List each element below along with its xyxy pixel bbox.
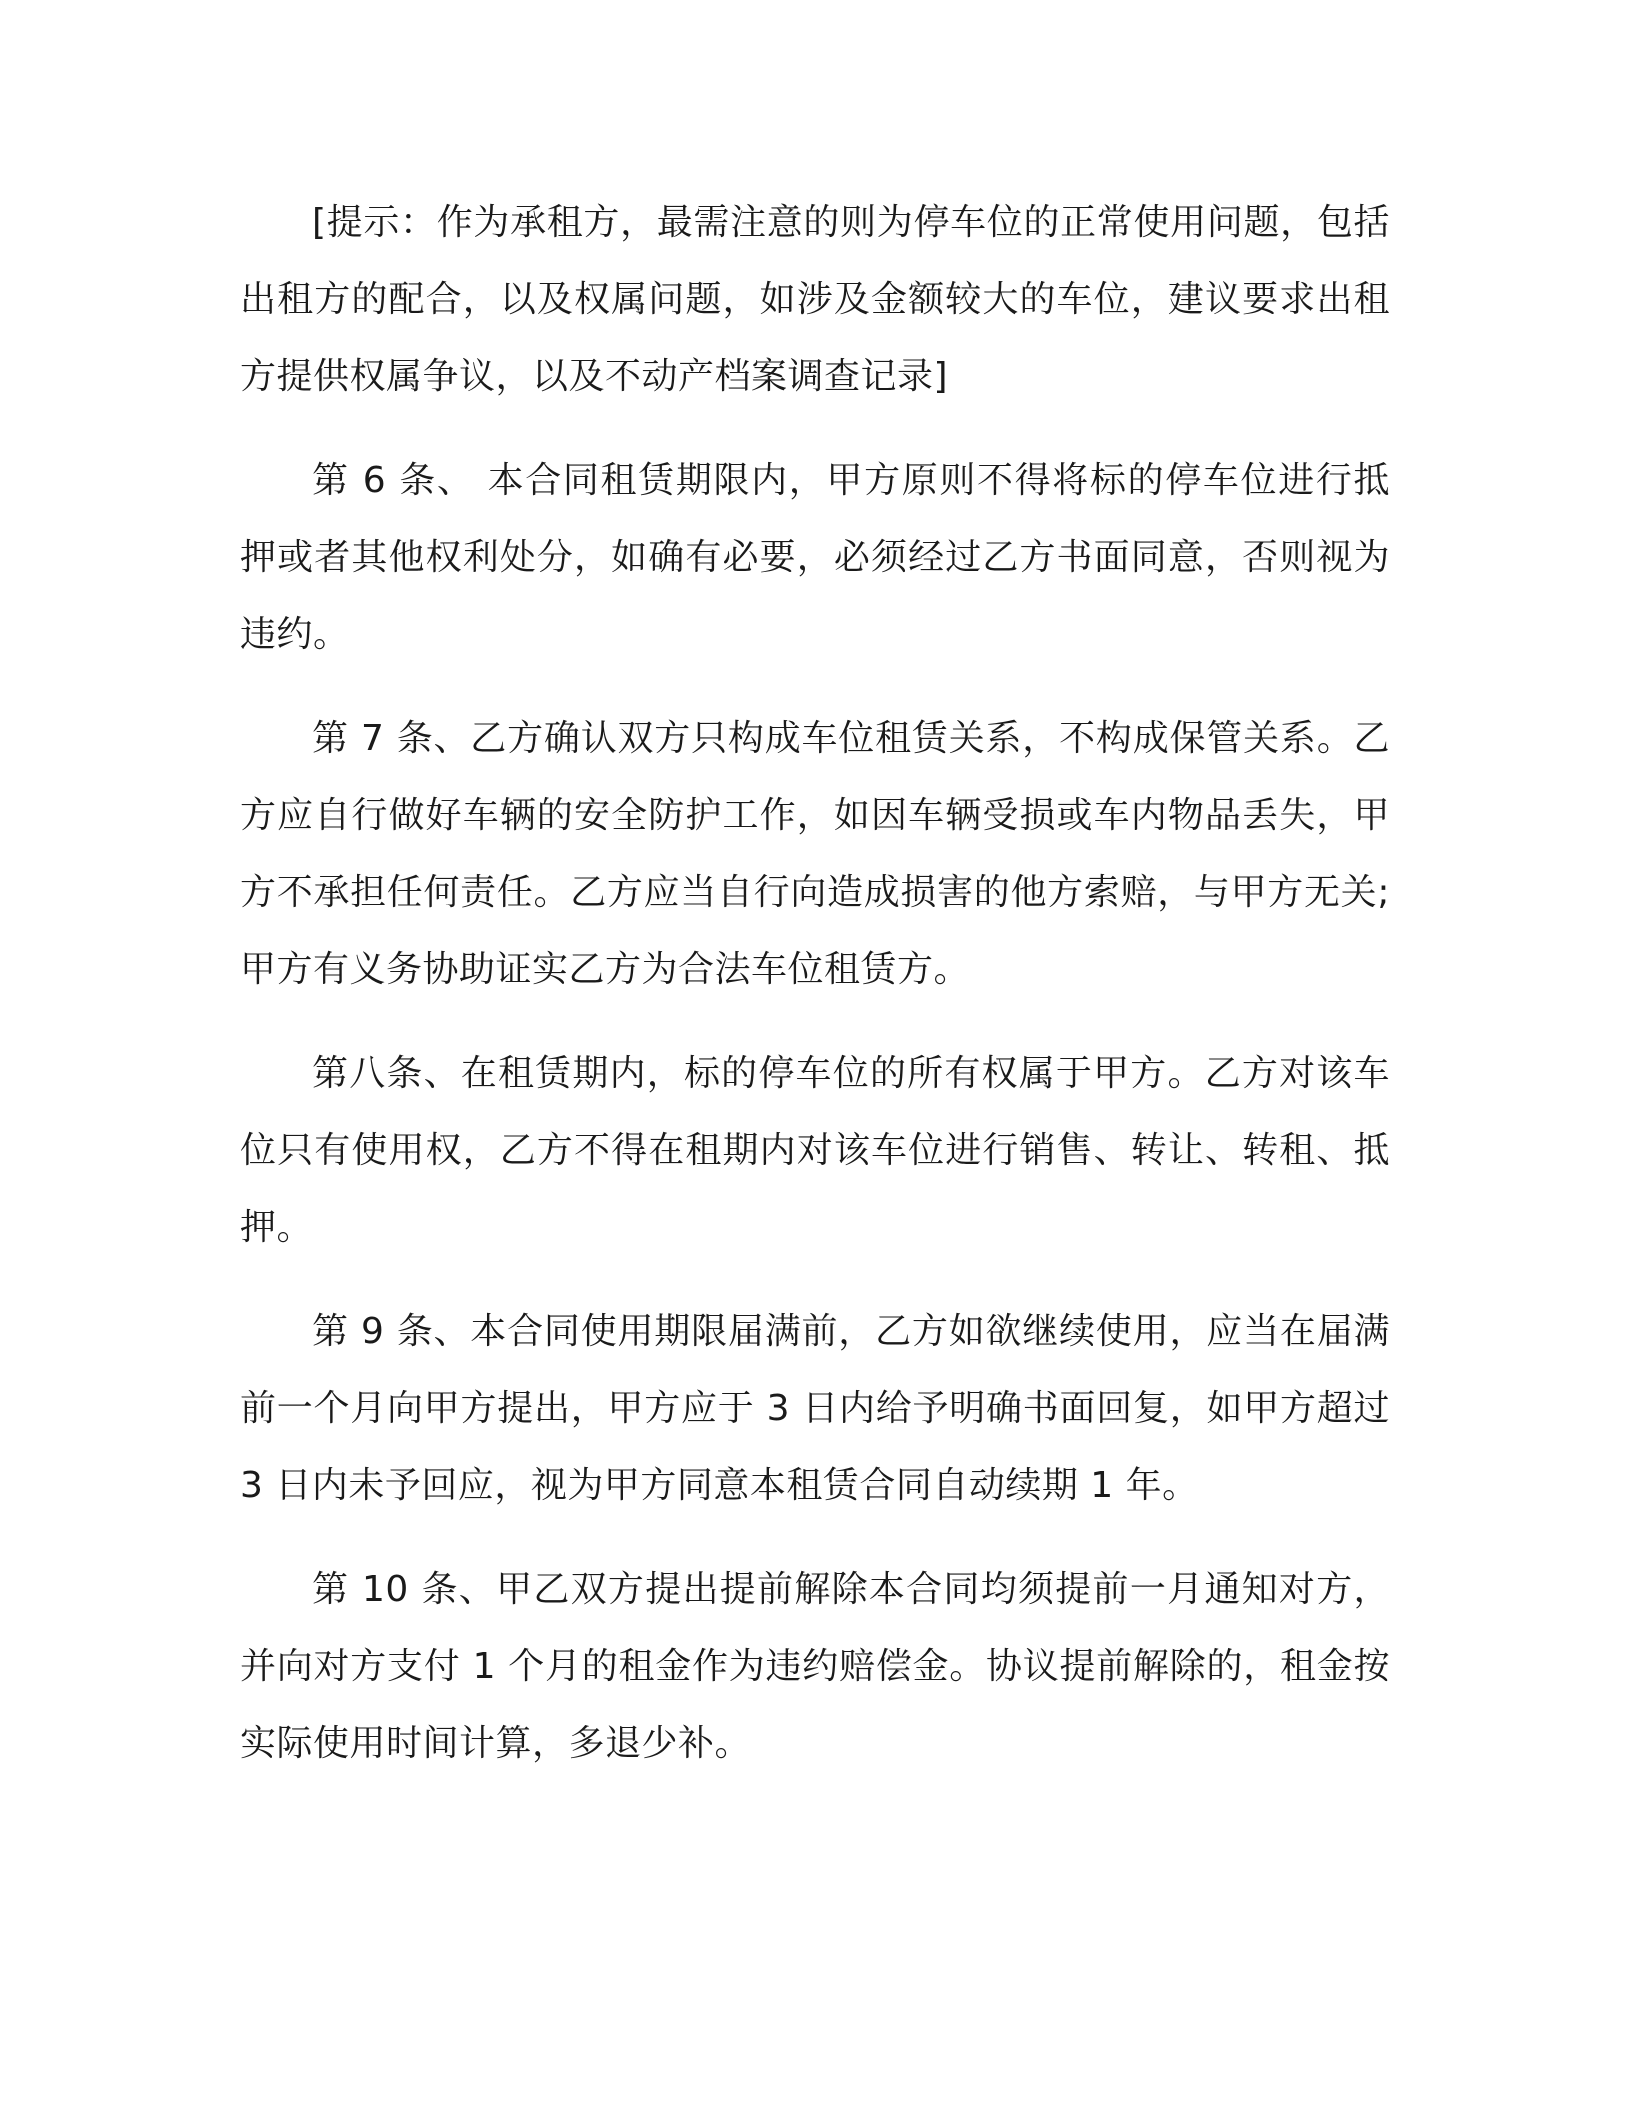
clause-7-paragraph: 第 7 条、乙方确认双方只构成车位租赁关系，不构成保管关系。乙方应自行做好车辆的安全防护工作，如因车辆受损或车内物品丢失，甲方不承担任何责任。乙方应当自行向造成损害的他方索赔，与甲方无关;甲方有义务协助证实乙方为合法车位租赁方。 xyxy=(240,718,1390,990)
clause-9-paragraph: 第 9 条、本合同使用期限届满前，乙方如欲继续使用，应当在届满前一个月向甲方提出，甲方应于 3 日内给予明确书面回复，如甲方超过 3 日内未予回应，视为甲方同意本租赁合同自动续期 1 年。 xyxy=(240,1311,1390,1506)
document-body xyxy=(240,184,1390,1809)
clause-6-paragraph: 第 6 条、 本合同租赁期限内，甲方原则不得将标的停车位进行抵押或者其他权利处分，如确有必要，必须经过乙方书面同意，否则视为违约。 xyxy=(240,460,1390,655)
clause-8-paragraph: 第八条、在租赁期内，标的停车位的所有权属于甲方。乙方对该车位只有使用权，乙方不得在租期内对该车位进行销售、转让、转租、抵押。 xyxy=(240,1053,1390,1248)
tip-paragraph: [提示：作为承租方，最需注意的则为停车位的正常使用问题，包括出租方的配合，以及权属问题，如涉及金额较大的车位，建议要求出租方提供权属争议，以及不动产档案调查记录] xyxy=(240,202,1390,397)
clause-10-paragraph: 第 10 条、甲乙双方提出提前解除本合同均须提前一月通知对方，并向对方支付 1 个月的租金作为违约赔偿金。协议提前解除的，租金按实际使用时间计算，多退少补。 xyxy=(240,1569,1390,1764)
